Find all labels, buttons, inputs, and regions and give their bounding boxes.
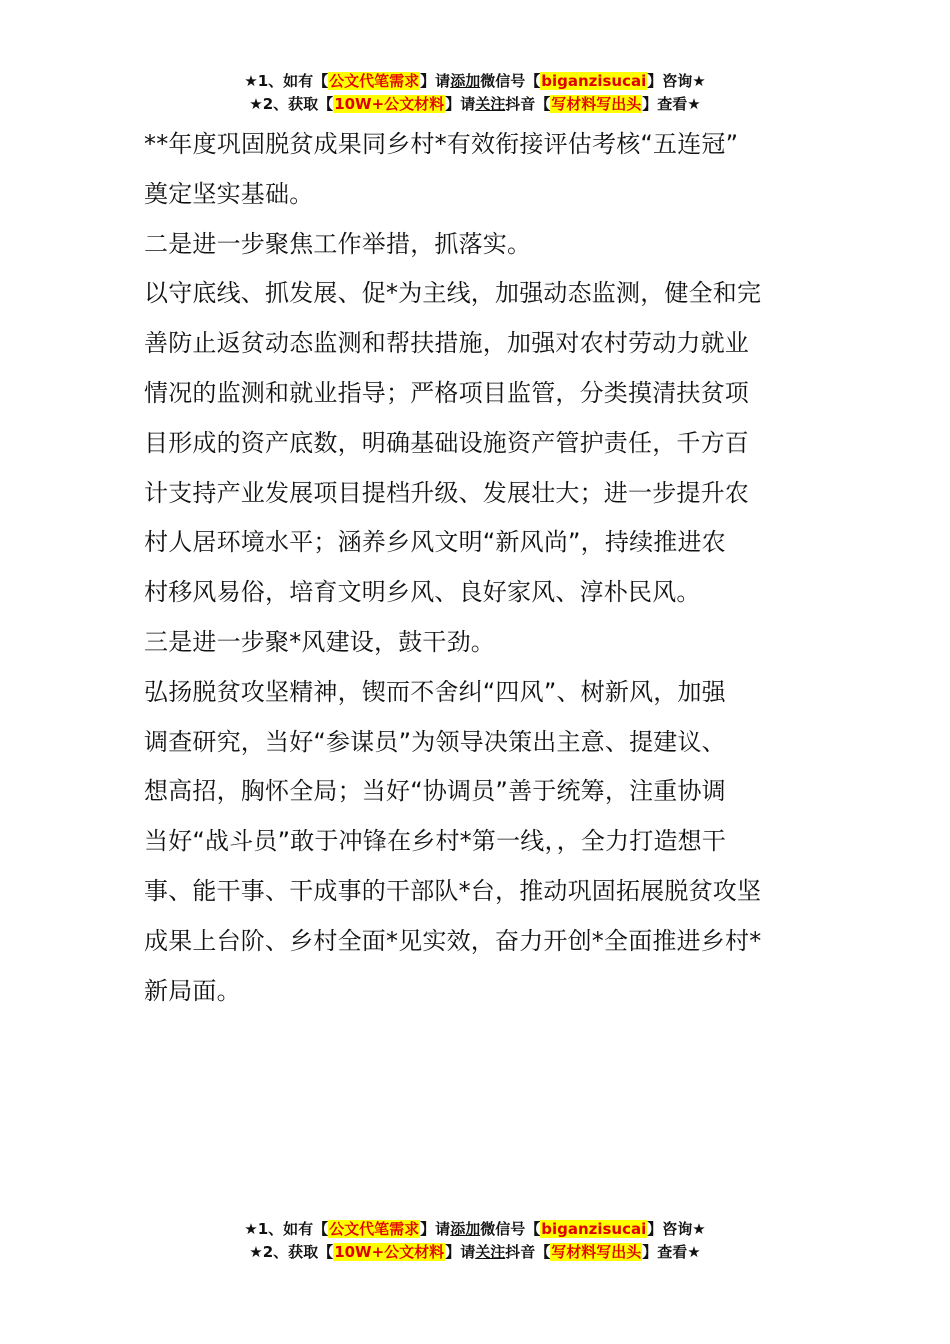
- footer-wechat-id-highlight: biganzisucai: [541, 1220, 647, 1238]
- header-line-1-emphasis: 添加: [450, 72, 481, 90]
- body-line: 计支持产业发展项目提档升级、发展壮大；进一步提升农: [144, 478, 749, 507]
- header-line-1-text-2: 微信号【: [480, 72, 541, 90]
- body-line: 当好“战斗员”敢于冲锋在乡村*第一线，，全力打造想干: [144, 827, 727, 856]
- body-line: 奠定坚实基础。: [144, 179, 314, 208]
- body-line: 新局面。: [144, 976, 241, 1005]
- body-line: 村移风易俗，培育文明乡风、良好家风、淳朴民风。: [144, 578, 701, 607]
- header-line-2: [0, 93, 950, 116]
- footer-douyin-highlight: 写材料写出头: [551, 1243, 642, 1261]
- header-banner: [0, 70, 950, 116]
- footer-line-1-suffix: 】咨询★: [647, 1220, 706, 1238]
- body-line: 事、能干事、干成事的干部队*台，推动巩固拓展脱贫攻坚: [144, 876, 762, 905]
- document-body: [144, 120, 809, 1016]
- body-line: 以守底线、抓发展、促*为主线，加强动态监测，健全和完: [144, 279, 762, 308]
- footer-line-2-suffix: 】查看★: [642, 1243, 701, 1261]
- header-line-2-text: 】请: [445, 95, 476, 113]
- section-heading-3: [144, 618, 809, 668]
- header-line-1-suffix: 】咨询★: [647, 72, 706, 90]
- footer-line-1: [0, 1218, 950, 1241]
- footer-service-highlight: 公文代笔需求: [329, 1220, 420, 1238]
- footer-line-2: [0, 1241, 950, 1264]
- body-line: 善防止返贫动态监测和帮扶措施，加强对农村劳动力就业: [144, 329, 749, 358]
- body-line: 目形成的资产底数，明确基础设施资产管护责任，千方百: [144, 428, 749, 457]
- footer-line-2-text: 】请: [445, 1243, 476, 1261]
- header-line-2-emphasis: 关注: [475, 95, 506, 113]
- header-line-2-text-2: 抖音【: [505, 95, 551, 113]
- header-line-1-text: 】请: [420, 72, 451, 90]
- header-materials-highlight: 10W+公文材料: [334, 95, 445, 113]
- footer-line-2-prefix: ★2、获取【: [249, 1243, 334, 1261]
- header-douyin-highlight: 写材料写出头: [551, 95, 642, 113]
- footer-line-1-text-2: 微信号【: [480, 1220, 541, 1238]
- header-line-2-prefix: ★2、获取【: [249, 95, 334, 113]
- paragraph-continuation: [144, 120, 809, 220]
- footer-banner: [0, 1218, 950, 1264]
- body-line: 情况的监测和就业指导；严格项目监管，分类摸清扶贫项: [144, 378, 749, 407]
- footer-line-1-text: 】请: [420, 1220, 451, 1238]
- section-heading-text: 三是进一步聚*风建设，鼓干劲。: [144, 627, 495, 656]
- body-line: 成果上台阶、乡村全面*见实效，奋力开创*全面推进乡村*: [144, 926, 762, 955]
- section-heading-2: [144, 220, 809, 270]
- body-line: **年度巩固脱贫成果同乡村*有效衔接评估考核“五连冠”: [144, 130, 739, 158]
- header-line-1: [0, 70, 950, 93]
- paragraph-section-2: [144, 269, 809, 618]
- header-service-highlight: 公文代笔需求: [329, 72, 420, 90]
- footer-line-2-emphasis: 关注: [475, 1243, 506, 1261]
- header-line-2-suffix: 】查看★: [642, 95, 701, 113]
- header-wechat-id-highlight: biganzisucai: [541, 72, 647, 90]
- body-line: 调查研究，当好“参谋员”为领导决策出主意、提建议、: [144, 727, 726, 756]
- footer-materials-highlight: 10W+公文材料: [334, 1243, 445, 1261]
- footer-line-1-prefix: ★1、如有【: [244, 1220, 329, 1238]
- paragraph-section-3: [144, 668, 809, 1017]
- body-line: 想高招，胸怀全局；当好“协调员”善于统筹，注重协调: [144, 777, 726, 806]
- section-heading-text: 二是进一步聚焦工作举措，抓落实。: [144, 229, 532, 258]
- footer-line-1-emphasis: 添加: [450, 1220, 481, 1238]
- footer-line-2-text-2: 抖音【: [505, 1243, 551, 1261]
- header-line-1-prefix: ★1、如有【: [244, 72, 329, 90]
- body-line: 弘扬脱贫攻坚精神，锲而不舍纠“四风”、树新风，加强: [144, 677, 726, 706]
- body-line: 村人居环境水平；涵养乡风文明“新风尚”，持续推进农: [144, 528, 726, 557]
